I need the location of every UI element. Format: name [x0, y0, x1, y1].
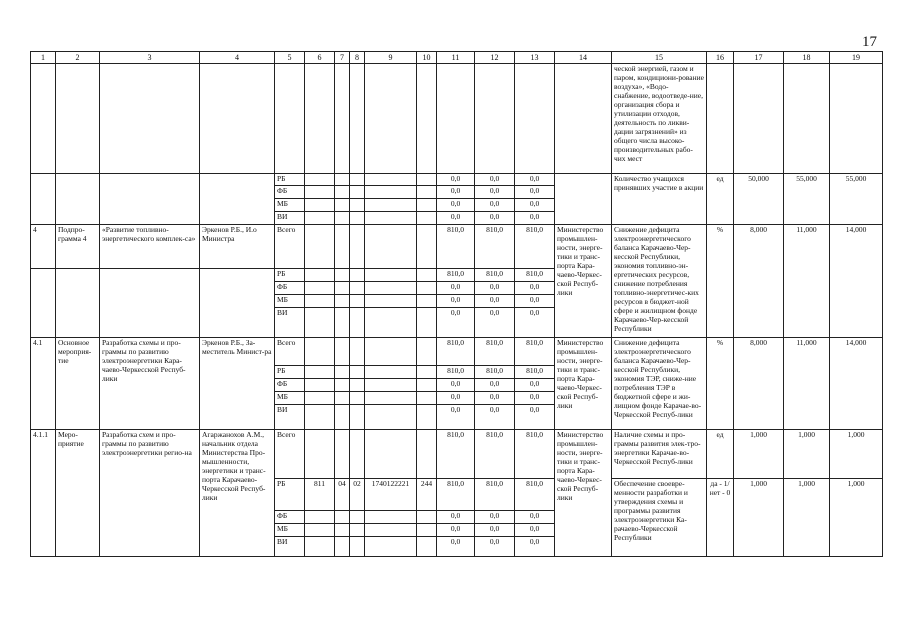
unit-cell: ед — [707, 174, 734, 225]
col-head: 6 — [305, 52, 335, 64]
col-head: 2 — [56, 52, 100, 64]
value-cell: 810,0 — [437, 366, 475, 379]
source-cell: Всего — [275, 430, 305, 479]
col-head: 1 — [31, 52, 56, 64]
value-cell: 14,000 — [830, 338, 883, 430]
item-responsible: Агаржанохов А.М., начальник отдела Министерства Про-мышленности, энергетики и транс-порта Карачаево-Черкесской Респуб-лики — [200, 430, 275, 557]
value-cell: 0,0 — [515, 379, 555, 392]
table-row — [31, 225, 883, 269]
value-cell: 810,0 — [475, 338, 515, 366]
table-row — [31, 338, 883, 366]
value-cell: 1,000 — [830, 430, 883, 479]
value-cell: 0,0 — [515, 511, 555, 524]
value-cell: 0,0 — [437, 308, 475, 338]
value-cell: 8,000 — [734, 225, 784, 269]
program-table — [30, 51, 883, 557]
col-head: 7 — [335, 52, 350, 64]
value-cell: 810,0 — [475, 366, 515, 379]
value-cell: 0,0 — [515, 212, 555, 225]
col-head: 11 — [437, 52, 475, 64]
executor-cell: Министерство промышлен-ности, энерге-тики и транс-порта Кара-чаево-Черкес-ской Респуб-лики — [555, 338, 612, 430]
value-cell: 0,0 — [515, 295, 555, 308]
unit-cell: % — [707, 225, 734, 269]
source-cell: РБ — [275, 366, 305, 379]
col-head: 10 — [417, 52, 437, 64]
source-cell: ВИ — [275, 308, 305, 338]
value-cell: 0,0 — [515, 186, 555, 199]
value-cell: 0,0 — [475, 199, 515, 212]
value-cell: 1,000 — [784, 430, 830, 479]
value-cell: 0,0 — [475, 511, 515, 524]
col-head: 9 — [365, 52, 417, 64]
value-cell: 0,0 — [475, 379, 515, 392]
item-name: Разработка схемы и про-граммы по развитию электроэнергетики Кара-чаево-Черкесской Респуб-лики — [100, 338, 200, 430]
col-head: 18 — [784, 52, 830, 64]
code-cell: 1740122221 — [365, 479, 417, 511]
value-cell: 0,0 — [437, 174, 475, 186]
value-cell: 0,0 — [475, 524, 515, 537]
value-cell: 55,000 — [830, 174, 883, 225]
value-cell: 810,0 — [437, 430, 475, 479]
value-cell: 0,0 — [475, 186, 515, 199]
value-cell: 0,0 — [515, 524, 555, 537]
source-cell: ВИ — [275, 405, 305, 430]
value-cell: 50,000 — [734, 174, 784, 225]
value-cell: 0,0 — [437, 199, 475, 212]
page-number: 17 — [862, 34, 877, 50]
value-cell: 810,0 — [437, 338, 475, 366]
source-cell: Всего — [275, 225, 305, 269]
item-name: Разработка схем и про-граммы по развитию электроэнергетики регио-на — [100, 430, 200, 557]
item-number: 4.1 — [31, 338, 56, 430]
unit-cell: ед — [707, 430, 734, 479]
value-cell: 810,0 — [515, 479, 555, 511]
value-cell: 0,0 — [475, 308, 515, 338]
value-cell: 55,000 — [784, 174, 830, 225]
source-cell: ФБ — [275, 511, 305, 524]
item-responsible: Эркенов Р.Б., За-меститель Минист-ра — [200, 338, 275, 430]
value-cell: 11,000 — [784, 338, 830, 430]
value-cell: 0,0 — [475, 537, 515, 557]
value-cell: 1,000 — [734, 430, 784, 479]
source-cell: МБ — [275, 199, 305, 212]
code-cell: 02 — [350, 479, 365, 511]
source-cell: ВИ — [275, 537, 305, 557]
col-head: 12 — [475, 52, 515, 64]
col-head: 4 — [200, 52, 275, 64]
table-row — [31, 174, 883, 186]
indicator-cell: Снижение дефицита электроэнергетического баланса Карачаево-Чер-кесской Республики, экономия ТЭР, сниже-ние потребления ТЭР в бюджетной сфере и жи-лищном фонде Карачае-во-Черкесской Респуб-лики — [612, 338, 707, 430]
value-cell: 0,0 — [437, 295, 475, 308]
source-cell: МБ — [275, 392, 305, 405]
table-row — [31, 269, 883, 282]
value-cell: 810,0 — [437, 479, 475, 511]
indicator-cell: Количество учащихся принявших участие в акции — [612, 174, 707, 225]
table-row — [31, 430, 883, 479]
source-cell: ФБ — [275, 186, 305, 199]
value-cell: 14,000 — [830, 225, 883, 269]
source-cell: МБ — [275, 524, 305, 537]
value-cell: 8,000 — [734, 338, 784, 430]
unit-cell: да - 1/нет - 0 — [707, 479, 734, 557]
col-head: 16 — [707, 52, 734, 64]
value-cell: 0,0 — [515, 199, 555, 212]
source-cell: РБ — [275, 174, 305, 186]
value-cell: 810,0 — [475, 479, 515, 511]
unit-cell: % — [707, 338, 734, 430]
value-cell: 0,0 — [515, 174, 555, 186]
col-head: 15 — [612, 52, 707, 64]
col-head: 14 — [555, 52, 612, 64]
value-cell: 0,0 — [437, 282, 475, 295]
source-cell: ФБ — [275, 379, 305, 392]
value-cell: 810,0 — [515, 225, 555, 269]
col-head: 8 — [350, 52, 365, 64]
value-cell: 0,0 — [515, 308, 555, 338]
table-row — [31, 64, 883, 174]
source-cell: РБ — [275, 269, 305, 282]
value-cell: 810,0 — [475, 430, 515, 479]
value-cell: 810,0 — [437, 269, 475, 282]
value-cell: 0,0 — [475, 174, 515, 186]
indicator-cell: Наличие схемы и про-граммы развития элек-тро-энергетики Карачае-во-Черкесской Респуб-лики — [612, 430, 707, 479]
value-cell: 810,0 — [475, 269, 515, 282]
value-cell: 0,0 — [437, 186, 475, 199]
value-cell: 0,0 — [437, 524, 475, 537]
value-cell: 0,0 — [475, 282, 515, 295]
value-cell: 0,0 — [437, 212, 475, 225]
item-type: Подпро-грамма 4 — [56, 225, 100, 269]
column-number-row — [31, 52, 883, 64]
value-cell: 0,0 — [515, 405, 555, 430]
value-cell: 11,000 — [784, 225, 830, 269]
value-cell: 810,0 — [515, 366, 555, 379]
source-cell: Всего — [275, 338, 305, 366]
col-head: 17 — [734, 52, 784, 64]
value-cell: 0,0 — [437, 392, 475, 405]
value-cell: 0,0 — [515, 537, 555, 557]
item-responsible: Эркенов Р.Б., И.о Министра — [200, 225, 275, 269]
value-cell: 0,0 — [475, 212, 515, 225]
value-cell: 810,0 — [515, 269, 555, 282]
value-cell: 0,0 — [475, 295, 515, 308]
value-cell: 0,0 — [475, 405, 515, 430]
value-cell: 0,0 — [437, 405, 475, 430]
code-cell: 04 — [335, 479, 350, 511]
indicator-cell: Снижение дефицита электроэнергетического баланса Карачаево-Чер-кесской Республики, экономия топливно-эн-ергетических ресурсов, снижение потребления топливно-энергетичес-ких ресурсов в бюджет-ной сфере и жилищном фонде Карачаево-Чер-кесской Республики — [612, 225, 707, 338]
code-cell: 244 — [417, 479, 437, 511]
value-cell: 810,0 — [475, 225, 515, 269]
col-head: 3 — [100, 52, 200, 64]
executor-cell: Министерство промышлен-ности, энерге-тики и транс-порта Кара-чаево-Черкес-ской Респуб-лики — [555, 225, 612, 338]
source-cell: ФБ — [275, 282, 305, 295]
value-cell: 1,000 — [784, 479, 830, 557]
value-cell: 1,000 — [830, 479, 883, 557]
value-cell: 810,0 — [437, 225, 475, 269]
source-cell: МБ — [275, 295, 305, 308]
value-cell: 0,0 — [515, 282, 555, 295]
item-type: Меро-приятие — [56, 430, 100, 557]
executor-cell: Министерство промышлен-ности, энерге-тики и транс-порта Кара-чаево-Черкес-ской Респуб-лики — [555, 430, 612, 557]
indicator-cell: Обеспечение своевре-менности разработки и утверждения схемы и программы развития электроэнергетики Ка-рачаево-Черкесской Республики — [612, 479, 707, 557]
item-name: «Развитие топливно-энергетического комплек-са» — [100, 225, 200, 269]
value-cell: 1,000 — [734, 479, 784, 557]
value-cell: 0,0 — [437, 379, 475, 392]
col-head: 5 — [275, 52, 305, 64]
code-cell: 811 — [305, 479, 335, 511]
value-cell: 0,0 — [475, 392, 515, 405]
indicator-cell: ческой энергией, газом и паром, кондициони-рование воздуха», «Водо-снабжение, водоотведе-ние, организация сбора и утилизации отходов, деятельность по ликви-дации загрязнений» из общего числа высоко-производительных рабо-чих мест — [612, 64, 707, 174]
item-type: Основное мероприя-тие — [56, 338, 100, 430]
value-cell: 810,0 — [515, 430, 555, 479]
source-cell: РБ — [275, 479, 305, 511]
value-cell: 0,0 — [437, 537, 475, 557]
value-cell: 0,0 — [437, 511, 475, 524]
source-cell: ВИ — [275, 212, 305, 225]
value-cell: 0,0 — [515, 392, 555, 405]
item-number: 4 — [31, 225, 56, 269]
col-head: 13 — [515, 52, 555, 64]
item-number: 4.1.1 — [31, 430, 56, 557]
col-head: 19 — [830, 52, 883, 64]
value-cell: 810,0 — [515, 338, 555, 366]
